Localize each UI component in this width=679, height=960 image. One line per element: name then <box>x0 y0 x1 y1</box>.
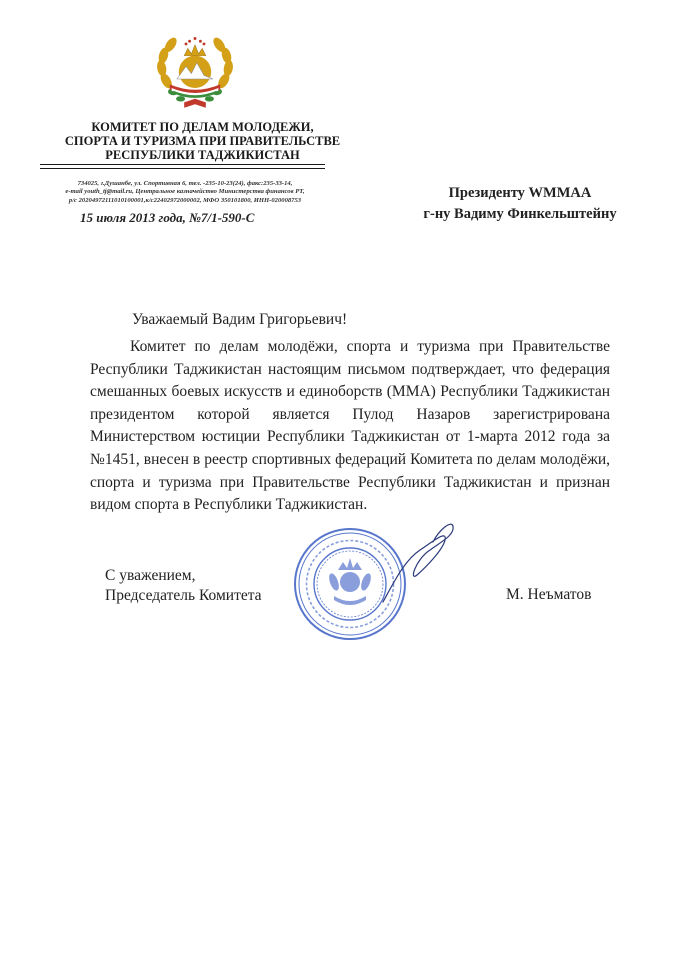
closing-regards: С уважением, <box>105 567 196 584</box>
organization-address <box>20 180 350 205</box>
address-line-1: 734025, г.Душанбе, ул. Спортивная 6, тел. -235-10-23(24), факс:235-33-14, <box>77 180 293 187</box>
closing-block <box>105 566 262 606</box>
recipient-block <box>380 183 660 225</box>
letterhead-divider-top <box>40 164 325 165</box>
org-name-line-1: КОМИТЕТ ПО ДЕЛАМ МОЛОДЕЖИ, <box>91 120 314 134</box>
address-line-3: р/с 20204972111010100001,к/с22402972000002, МФО 350101800, ИНН-020008753 <box>68 196 302 204</box>
letter-body: Комитет по делам молодёжи, спорта и туризма при Правительстве Республики Таджикистан настоящим письмом подтверждает, что федерация смешанных боевых искусств и единоборств (ММА) Республики Таджикистан президентом которой является Пулод Назаров зарегистрирована Министерством юстиции Республики Таджикистан от 1-марта 2012 года за №1451, внесен в реестр спортивных федераций Комитета по делам молодёжи, спорта и туризма при Правительстве Республики Таджикистан и признан видом спорта в Республики Таджикистан. <box>90 338 610 514</box>
recipient-name: г-ну Вадиму Финкельштейну <box>423 206 617 222</box>
letterhead-divider-bottom <box>40 168 325 169</box>
signatory-name: М. Неъматов <box>506 586 592 603</box>
salutation: Уважаемый Вадим Григорьевич! <box>132 311 348 328</box>
organization-name <box>60 120 345 162</box>
address-line-2: e-mail youth_tj@mail.ru, Центральное казначейство Министерства финансов РТ, <box>65 188 305 196</box>
recipient-title: Президенту WMMAA <box>448 185 592 201</box>
org-name-line-3: РЕСПУБЛИКИ ТАДЖИКИСТАН <box>105 148 300 162</box>
coat-of-arms-emblem <box>150 25 240 115</box>
org-name-line-2: СПОРТА И ТУРИЗМА ПРИ ПРАВИТЕЛЬСТВЕ <box>64 134 341 148</box>
handwritten-signature <box>375 520 465 610</box>
letter-reference: 15 июля 2013 года, №7/1-590-С <box>80 210 255 225</box>
closing-position: Председатель Комитета <box>105 587 262 604</box>
